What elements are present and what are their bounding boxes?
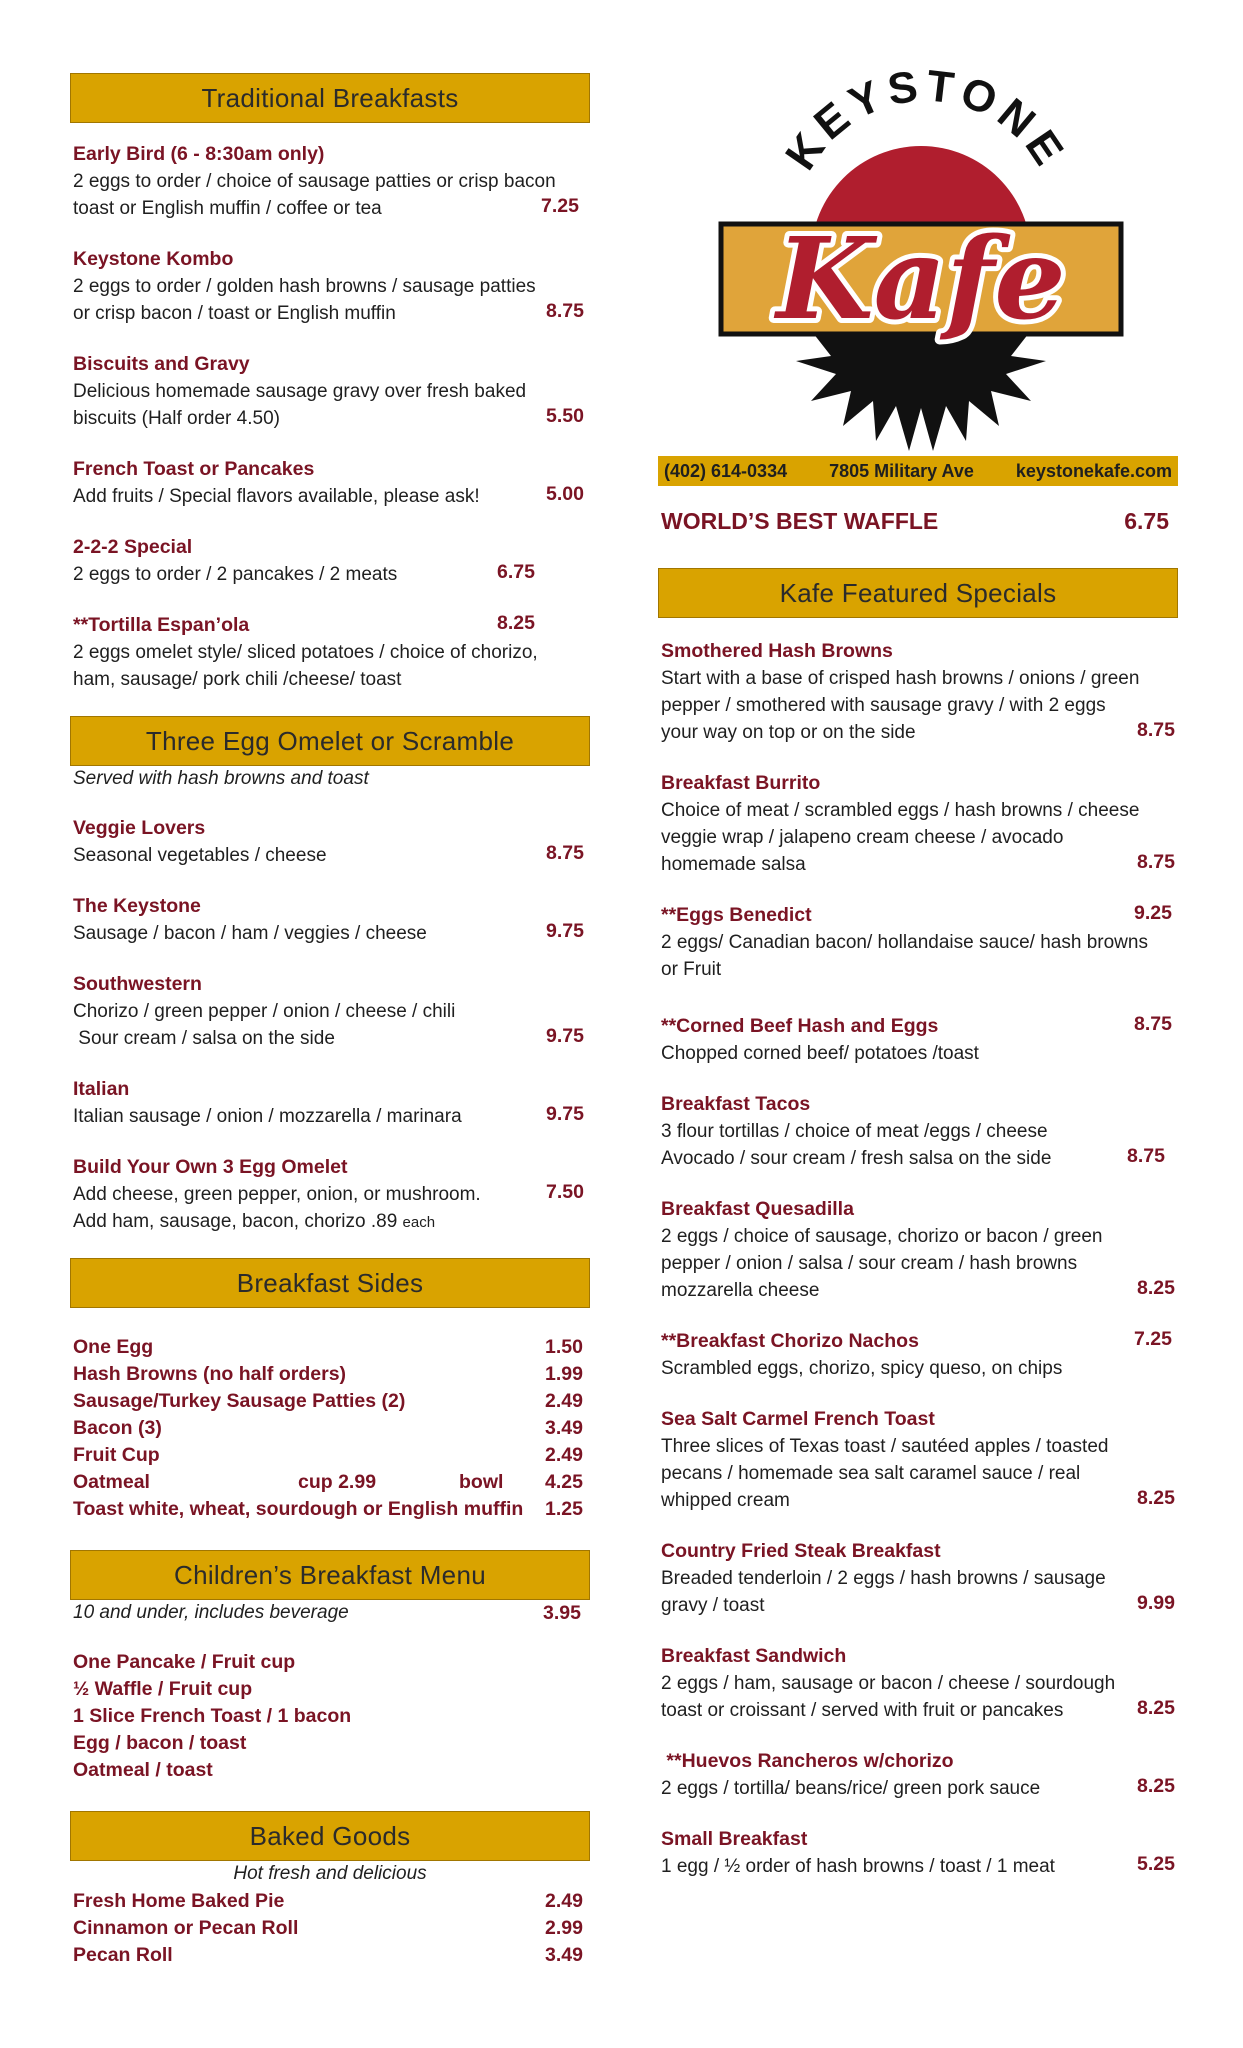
item-desc: 2 eggs to order / 2 pancakes / 2 meats: [73, 564, 398, 585]
section-header-children: Children’s Breakfast Menu: [70, 1550, 590, 1600]
item-desc: Breaded tenderloin / 2 eggs / hash browns / sausage: [661, 1568, 1106, 1589]
menu-item-french-toast: [73, 456, 587, 510]
contact-bar: [658, 456, 1178, 486]
side-name: Toast white, wheat, sourdough or English muffin: [73, 1498, 524, 1520]
item-price: 8.25: [497, 612, 535, 634]
item-desc: gravy / toast: [661, 1595, 765, 1616]
logo-main-text: Kafe: [776, 214, 1066, 345]
baked-name: Cinnamon or Pecan Roll: [73, 1917, 299, 1939]
special-smothered-hash-browns: [661, 638, 1175, 746]
special-country-fried-steak: [661, 1538, 1175, 1619]
section-subtitle: 10 and under, includes beverage: [73, 1602, 349, 1623]
item-desc: mozzarella cheese: [661, 1280, 820, 1301]
item-desc: Seasonal vegetables / cheese: [73, 845, 327, 866]
item-desc: Start with a base of crisped hash browns / onions / green: [661, 668, 1140, 689]
special-corned-beef-hash: [661, 1013, 1175, 1067]
children-item: One Pancake / Fruit cup: [73, 1651, 296, 1673]
item-title: **Tortilla Espan’ola: [73, 614, 250, 636]
phone-number[interactable]: (402) 614-0334: [664, 460, 788, 481]
special-breakfast-sandwich: [661, 1643, 1175, 1724]
item-desc: Choice of meat / scrambled eggs / hash browns / cheese: [661, 800, 1140, 821]
item-desc: Scrambled eggs, chorizo, spicy queso, on chips: [661, 1358, 1063, 1379]
item-title: Veggie Lovers: [73, 817, 206, 839]
item-price: 8.75: [546, 842, 584, 864]
section-header-baked: Baked Goods: [70, 1811, 590, 1861]
section-subtitle: Hot fresh and delicious: [233, 1863, 427, 1884]
children-item: 1 Slice French Toast / 1 bacon: [73, 1705, 352, 1727]
item-price: 8.75: [1137, 851, 1175, 873]
item-desc: Sour cream / salsa on the side: [73, 1028, 335, 1049]
baked-price: 3.49: [545, 1944, 583, 1966]
side-name: Sausage/Turkey Sausage Patties (2): [73, 1390, 406, 1412]
side-name: Fruit Cup: [73, 1444, 160, 1466]
item-desc: toast or English muffin / coffee or tea: [73, 198, 382, 219]
item-title: 2-2-2 Special: [73, 536, 193, 558]
item-desc: 3 flour tortillas / choice of meat /eggs / cheese: [661, 1121, 1048, 1142]
item-title: Italian: [73, 1078, 130, 1100]
item-price: 8.75: [1127, 1145, 1165, 1167]
section-subtitle: Served with hash browns and toast: [73, 768, 369, 789]
item-title: **Breakfast Chorizo Nachos: [661, 1330, 919, 1352]
item-desc: Three slices of Texas toast / sautéed apples / toasted: [661, 1436, 1109, 1457]
special-sea-salt-french-toast: [661, 1406, 1175, 1514]
baked-item: [73, 1942, 593, 1969]
menu-item-veggie-lovers: [73, 815, 587, 869]
children-item: Egg / bacon / toast: [73, 1732, 247, 1754]
item-desc: homemade salsa: [661, 854, 806, 875]
item-title: Breakfast Sandwich: [661, 1645, 847, 1667]
side-price: 4.25: [545, 1471, 583, 1493]
item-desc: Add cheese, green pepper, onion, or mushroom.: [73, 1184, 481, 1205]
item-desc: 1 egg / ½ order of hash browns / toast / 1 meat: [661, 1856, 1055, 1877]
item-title: Breakfast Tacos: [661, 1093, 811, 1115]
logo-arc-text: KEYSTONE: [776, 61, 1076, 179]
side-item: [73, 1334, 593, 1361]
side-item: [73, 1442, 593, 1469]
item-desc: ham, sausage/ pork chili /cheese/ toast: [73, 669, 402, 690]
item-desc: Chopped corned beef/ potatoes /toast: [661, 1043, 979, 1064]
item-price: 9.75: [546, 1025, 584, 1047]
item-price: 5.50: [546, 405, 584, 427]
item-desc: pepper / onion / salsa / sour cream / hash browns: [661, 1253, 1078, 1274]
baked-name: Fresh Home Baked Pie: [73, 1890, 285, 1912]
baked-name: Pecan Roll: [73, 1944, 173, 1966]
item-desc: 2 eggs/ Canadian bacon/ hollandaise sauce/ hash browns: [661, 932, 1148, 953]
item-price: 8.25: [1137, 1775, 1175, 1797]
menu-item-keystone-kombo: [73, 246, 587, 327]
item-title: Sea Salt Carmel French Toast: [661, 1408, 935, 1430]
item-title: Smothered Hash Browns: [661, 640, 893, 662]
item-price: 8.25: [1137, 1697, 1175, 1719]
item-price: 8.75: [546, 300, 584, 322]
item-title: Breakfast Quesadilla: [661, 1198, 854, 1220]
baked-price: 2.49: [545, 1890, 583, 1912]
item-desc: 2 eggs to order / golden hash browns / sausage patties: [73, 276, 536, 297]
item-price: 8.25: [1137, 1487, 1175, 1509]
side-price: 2.49: [545, 1444, 583, 1466]
side-price: 3.49: [545, 1417, 583, 1439]
special-breakfast-quesadilla: [661, 1196, 1175, 1304]
item-desc: 2 eggs / ham, sausage or bacon / cheese / sourdough: [661, 1673, 1116, 1694]
item-title: Build Your Own 3 Egg Omelet: [73, 1156, 348, 1178]
baked-price: 2.99: [545, 1917, 583, 1939]
item-price: 7.25: [1134, 1328, 1172, 1350]
item-desc: whipped cream: [661, 1490, 790, 1511]
baked-item: [73, 1915, 593, 1942]
address: 7805 Military Ave: [829, 460, 974, 481]
item-title: The Keystone: [73, 895, 201, 917]
item-desc-note: each: [402, 1214, 436, 1231]
side-price: 2.49: [545, 1390, 583, 1412]
item-desc: 2 eggs to order / choice of sausage patties or crisp bacon: [73, 171, 556, 192]
section-header-omelet: Three Egg Omelet or Scramble: [70, 716, 590, 766]
item-price: 9.75: [546, 920, 584, 942]
children-subtitle-row: [73, 1602, 587, 1625]
side-price: 1.25: [545, 1498, 583, 1520]
side-item: [73, 1361, 593, 1388]
side-name: Bacon (3): [73, 1417, 162, 1439]
special-breakfast-tacos: [661, 1091, 1175, 1172]
item-desc: Chorizo / green pepper / onion / cheese / chili: [73, 1001, 456, 1022]
item-desc: Add ham, sausage, bacon, chorizo .89: [73, 1211, 398, 1232]
menu-item-222-special: [73, 534, 587, 588]
item-title: Keystone Kombo: [73, 248, 234, 270]
menu-item-italian: [73, 1076, 587, 1130]
item-price: 9.99: [1137, 1592, 1175, 1614]
item-price: 6.75: [497, 561, 535, 583]
item-desc: 2 eggs / tortilla/ beans/rice/ green pork sauce: [661, 1778, 1041, 1799]
section-header-sides: Breakfast Sides: [70, 1258, 590, 1308]
item-title: Breakfast Burrito: [661, 772, 821, 794]
item-price: 9.75: [546, 1103, 584, 1125]
item-desc: Italian sausage / onion / mozzarella / marinara: [73, 1106, 462, 1127]
section-header-traditional: Traditional Breakfasts: [70, 73, 590, 123]
item-desc: or Fruit: [661, 959, 722, 980]
item-desc: Sausage / bacon / ham / veggies / cheese: [73, 923, 427, 944]
item-price: 5.25: [1137, 1853, 1175, 1875]
item-title: Southwestern: [73, 973, 202, 995]
side-item: [73, 1415, 593, 1442]
item-desc: biscuits (Half order 4.50): [73, 408, 280, 429]
children-item: ½ Waffle / Fruit cup: [73, 1678, 253, 1700]
special-small-breakfast: [661, 1826, 1175, 1880]
item-price: 5.00: [546, 483, 584, 505]
item-title: **Huevos Rancheros w/chorizo: [661, 1750, 954, 1772]
item-desc: toast or croissant / served with fruit or pancakes: [661, 1700, 1064, 1721]
item-price: 8.75: [1134, 1013, 1172, 1035]
side-name: One Egg: [73, 1336, 154, 1358]
side-bowl-label: bowl: [459, 1471, 504, 1493]
item-title: Biscuits and Gravy: [73, 353, 250, 375]
item-desc: pepper / smothered with sausage gravy / with 2 eggs: [661, 695, 1106, 716]
side-item: [73, 1496, 593, 1523]
side-cup-price: cup 2.99: [298, 1471, 377, 1493]
special-breakfast-burrito: [661, 770, 1175, 878]
keystone-kafe-logo: [701, 56, 1141, 456]
item-desc: your way on top or on the side: [661, 722, 916, 743]
item-desc: pecans / homemade sea salt caramel sauce / real: [661, 1463, 1081, 1484]
item-title: Small Breakfast: [661, 1828, 808, 1850]
side-name: Oatmeal: [73, 1471, 150, 1493]
menu-item-tortilla-espanola: [73, 612, 587, 693]
menu-item-the-keystone: [73, 893, 587, 947]
website-link[interactable]: keystonekafe.com: [1015, 460, 1172, 481]
item-desc: Avocado / sour cream / fresh salsa on the side: [661, 1148, 1052, 1169]
item-price: 7.50: [546, 1181, 584, 1203]
side-item: [73, 1388, 593, 1415]
special-eggs-benedict: [661, 902, 1175, 983]
side-item-oatmeal: [73, 1469, 593, 1496]
item-title: Early Bird (6 - 8:30am only): [73, 143, 325, 165]
children-item: Oatmeal / toast: [73, 1759, 213, 1781]
side-price: 1.99: [545, 1363, 583, 1385]
children-price: 3.95: [543, 1602, 581, 1624]
item-price: 8.25: [1137, 1277, 1175, 1299]
item-price: 9.25: [1134, 902, 1172, 924]
baked-item: [73, 1888, 593, 1915]
waffle-label: WORLD’S BEST WAFFLE: [661, 508, 939, 534]
item-title: French Toast or Pancakes: [73, 458, 315, 480]
item-price: 8.75: [1137, 719, 1175, 741]
menu-item-southwestern: [73, 971, 587, 1052]
waffle-price: 6.75: [1124, 508, 1169, 534]
side-name: Hash Browns (no half orders): [73, 1363, 347, 1385]
special-huevos-rancheros: [661, 1748, 1175, 1802]
item-title: **Corned Beef Hash and Eggs: [661, 1015, 939, 1037]
item-desc: 2 eggs / choice of sausage, chorizo or bacon / green: [661, 1226, 1103, 1247]
side-price: 1.50: [545, 1336, 583, 1358]
menu-item-build-your-own: [73, 1154, 587, 1236]
item-price: 7.25: [541, 195, 579, 217]
item-title: Country Fried Steak Breakfast: [661, 1540, 941, 1562]
special-chorizo-nachos: [661, 1328, 1175, 1382]
item-desc: Delicious homemade sausage gravy over fresh baked: [73, 381, 527, 402]
item-desc: or crisp bacon / toast or English muffin: [73, 303, 396, 324]
item-desc: Add fruits / Special flavors available, please ask!: [73, 486, 480, 507]
best-waffle-row: [661, 508, 1169, 535]
item-desc: 2 eggs omelet style/ sliced potatoes / choice of chorizo,: [73, 642, 538, 663]
menu-item-early-bird: [73, 141, 587, 222]
menu-item-biscuits-gravy: [73, 351, 587, 432]
section-header-specials: Kafe Featured Specials: [658, 568, 1178, 618]
item-title: **Eggs Benedict: [661, 904, 812, 926]
item-desc: veggie wrap / jalapeno cream cheese / avocado: [661, 827, 1064, 848]
